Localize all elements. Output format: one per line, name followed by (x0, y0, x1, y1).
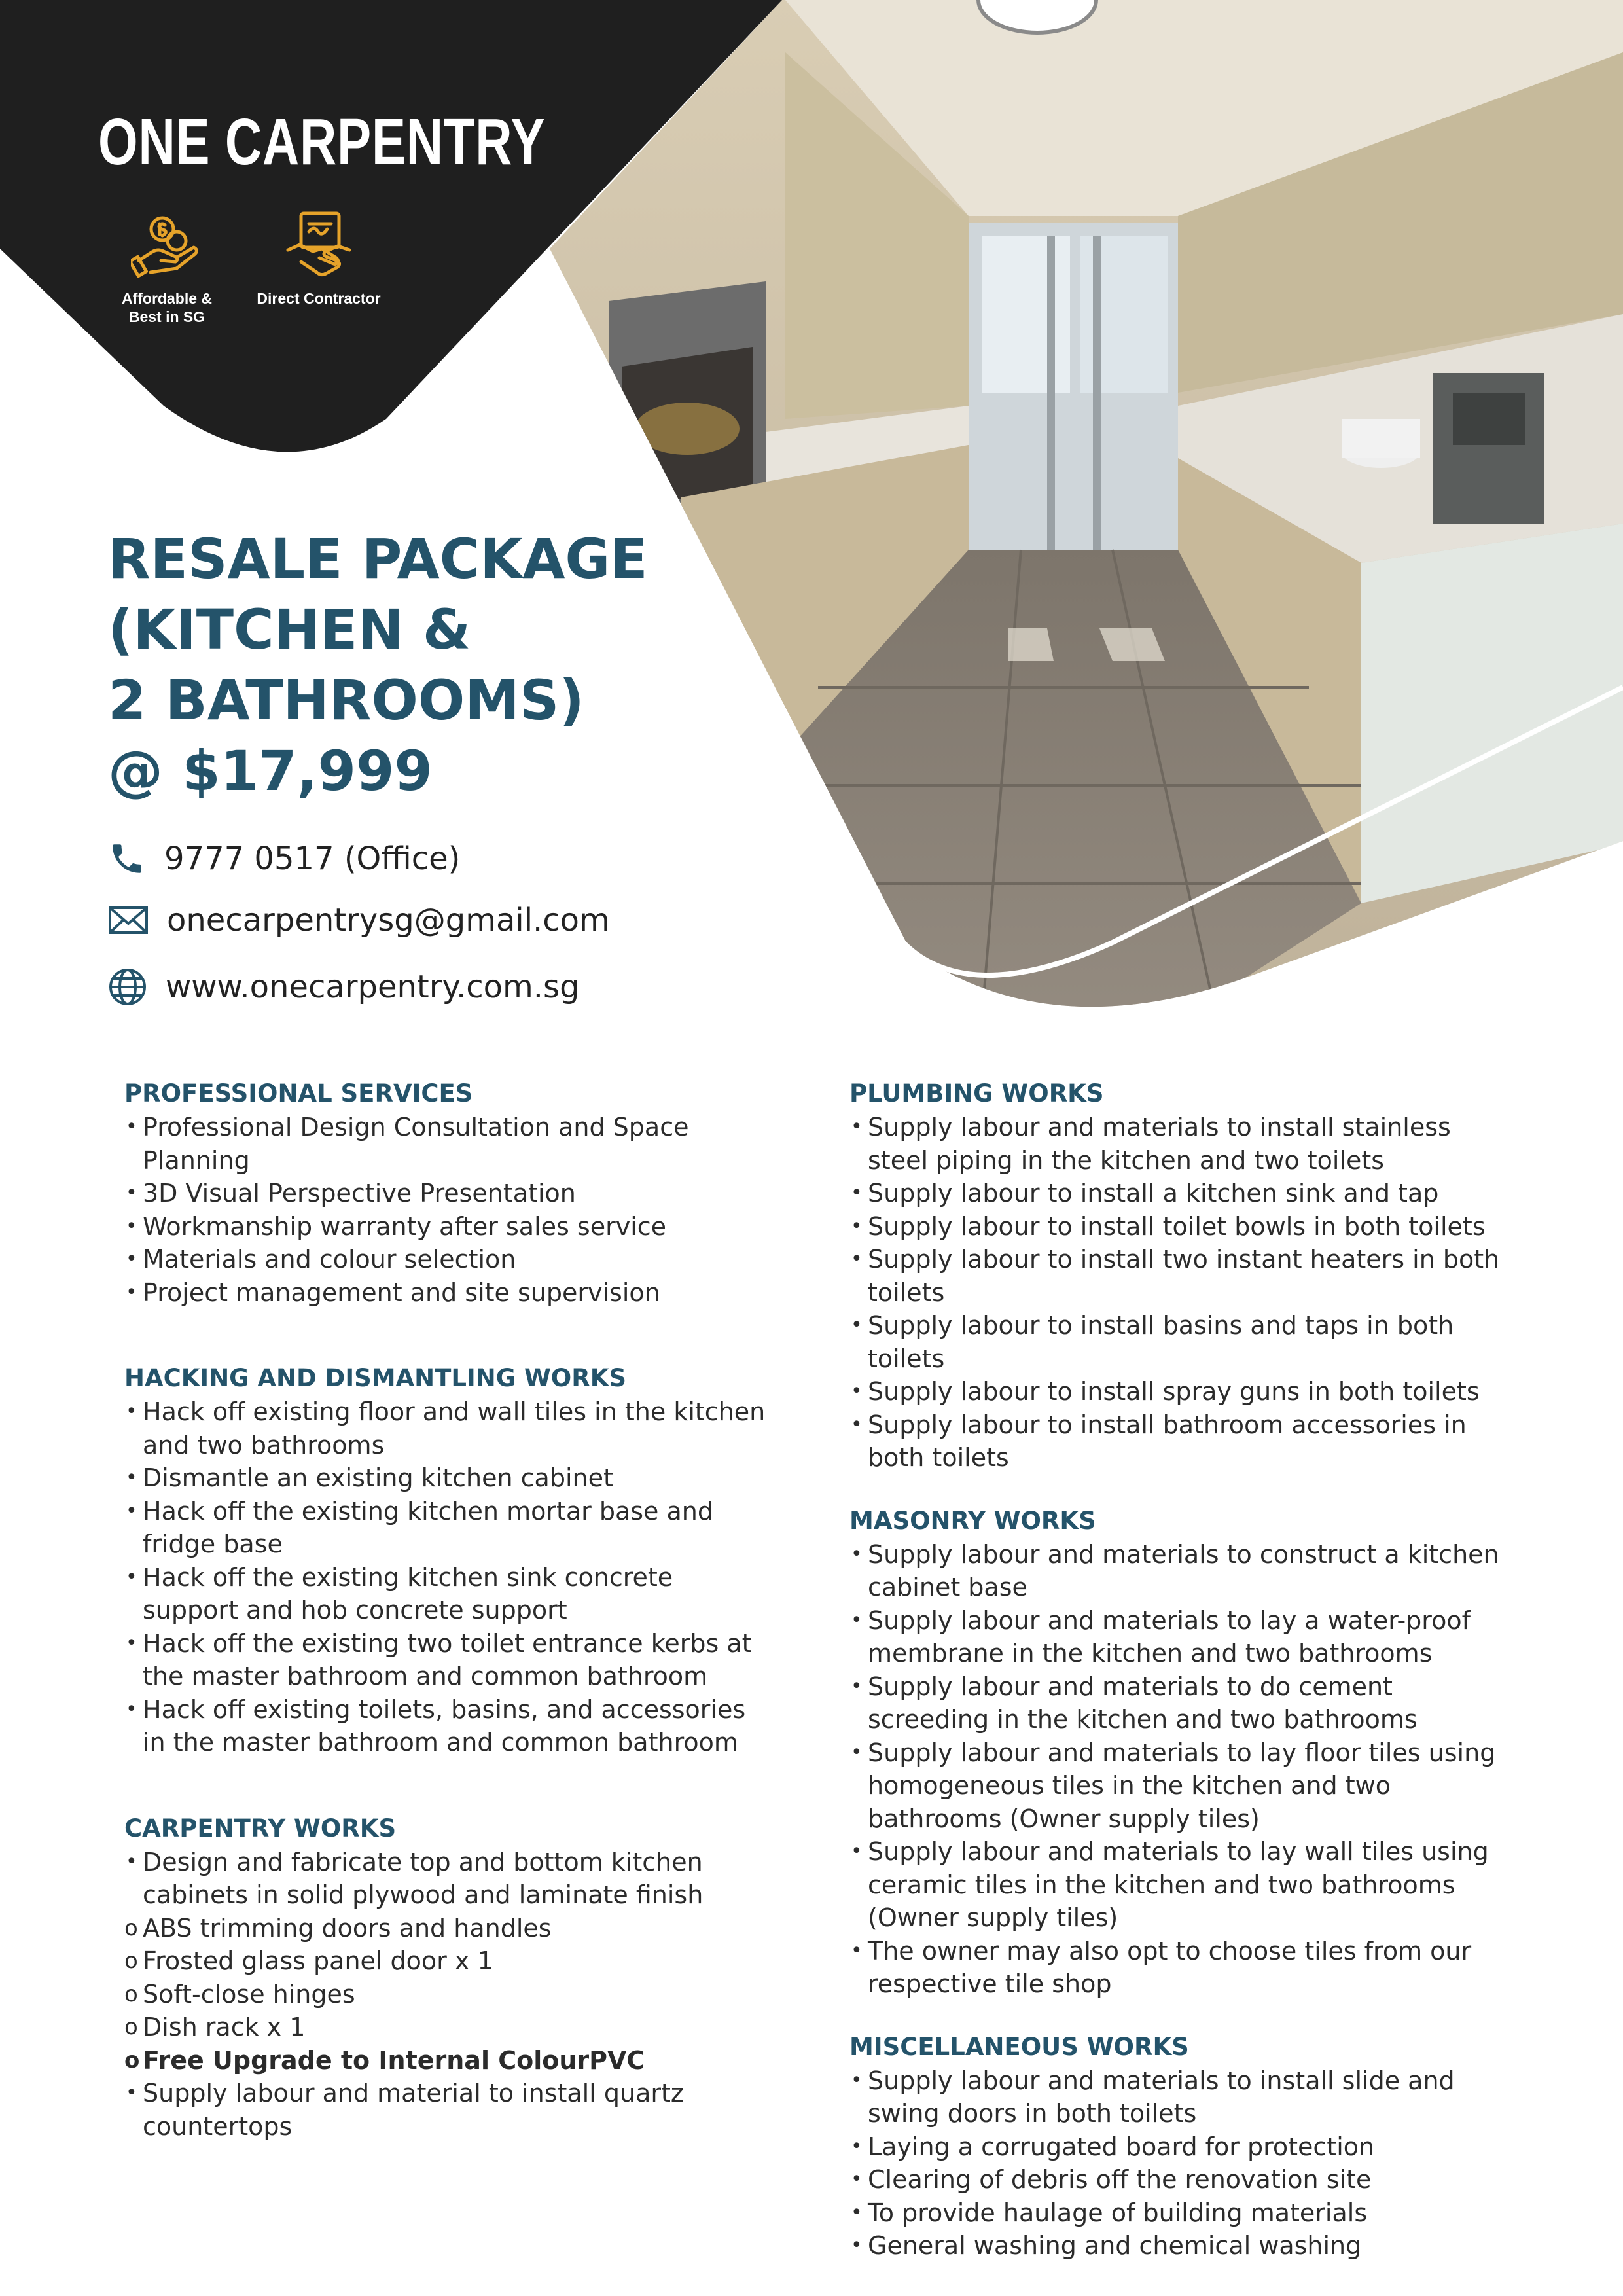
list-item: • 3D Visual Perspective Presentation (124, 1177, 766, 1210)
list-item: • Supply labour and materials to install slide and swing doors in both toilets (849, 2064, 1510, 2130)
section-professional-services (124, 1077, 766, 1309)
list-sub-item: o ABS trimming doors and handles (124, 1912, 766, 1945)
contact-email[interactable] (108, 902, 610, 939)
section-carpentry (124, 1812, 766, 2144)
list-item: • Professional Design Consultation and Space Planning (124, 1111, 766, 1177)
list-item: • Supply labour to install bathroom accessories in both toilets (849, 1408, 1510, 1475)
list-item: • The owner may also opt to choose tiles from our respective tile shop (849, 1935, 1510, 2001)
contact-phone-text: 9777 0517 (Office) (164, 840, 461, 877)
list-item: • Clearing of debris off the renovation site (849, 2163, 1510, 2197)
list-sub-item: o Dish rack x 1 (124, 2011, 766, 2044)
section-title: HACKING AND DISMANTLING WORKS (124, 1364, 627, 1392)
list-item: • Supply labour to install two instant heaters in both toilets (849, 1243, 1510, 1309)
list-item: • Hack off existing toilets, basins, and accessories in the master bathroom and common bathroom (124, 1693, 766, 1759)
hand-coins-icon (131, 209, 203, 281)
list-item: • Hack off the existing kitchen sink concrete support and hob concrete support (124, 1561, 766, 1627)
list-item: • Supply labour and materials to construct a kitchen cabinet base (849, 1538, 1510, 1604)
contact-website-text: www.onecarpentry.com.sg (166, 969, 580, 1005)
list-item: • Supply labour and materials to lay wall tiles using ceramic tiles in the kitchen and two bathrooms (Owner supply tiles) (849, 1835, 1510, 1935)
handshake-contract-icon (283, 209, 355, 281)
contact-website[interactable] (108, 967, 580, 1007)
item-list (124, 1111, 766, 1309)
badge-affordable-label-line1: Affordable & (122, 290, 212, 307)
item-list (124, 1395, 766, 1759)
section-title: MASONRY WORKS (849, 1506, 1096, 1535)
headline-price: @ $17,999 (108, 739, 433, 803)
item-list (124, 1846, 766, 2144)
right-column (849, 1077, 1510, 2292)
list-sub-item: o Soft-close hinges (124, 1978, 766, 2011)
list-item: • Supply labour and materials to do cement screeding in the kitchen and two bathrooms (849, 1670, 1510, 1736)
item-list (849, 1538, 1510, 2001)
badge-direct-contractor (243, 209, 394, 308)
list-item: • Supply labour to install spray guns in both toilets (849, 1375, 1510, 1408)
section-plumbing (849, 1077, 1510, 1475)
list-item: • To provide haulage of building materials (849, 2197, 1510, 2230)
list-item: • Supply labour and materials to lay a water-proof membrane in the kitchen and two bathrooms (849, 1604, 1510, 1670)
list-item: • Dismantle an existing kitchen cabinet (124, 1462, 766, 1495)
badge-affordable-label-line2: Best in SG (128, 308, 205, 325)
envelope-icon (108, 904, 149, 937)
item-list (849, 1111, 1510, 1475)
package-headline (108, 524, 648, 806)
brand-logo-text: ONE CARPENTRY (98, 105, 546, 179)
section-title: PROFESSIONAL SERVICES (124, 1079, 473, 1107)
section-hacking-dismantling (124, 1361, 766, 1759)
list-item: • Design and fabricate top and bottom kitchen cabinets in solid plywood and laminate finish (124, 1846, 766, 1912)
contact-phone[interactable] (108, 840, 460, 878)
badge-direct-contractor-label: Direct Contractor (257, 290, 381, 307)
headline-line1: RESALE PACKAGE (108, 527, 648, 591)
list-item: • Materials and colour selection (124, 1243, 766, 1276)
headline-line2: (KITCHEN & (108, 598, 471, 662)
list-item: • Hack off existing floor and wall tiles in the kitchen and two bathrooms (124, 1395, 766, 1462)
section-miscellaneous (849, 2030, 1510, 2263)
list-item: • Project management and site supervision (124, 1276, 766, 1310)
section-title: PLUMBING WORKS (849, 1079, 1104, 1107)
headline-line3: 2 BATHROOMS) (108, 668, 584, 732)
list-item: • Hack off the existing kitchen mortar base and fridge base (124, 1495, 766, 1561)
badge-affordable (111, 209, 223, 326)
list-item: • Supply labour and material to install quartz countertops (124, 2077, 766, 2143)
list-item: • Hack off the existing two toilet entrance kerbs at the master bathroom and common bathroom (124, 1627, 766, 1693)
list-item: • Supply labour to install toilet bowls in both toilets (849, 1210, 1510, 1244)
section-masonry (849, 1504, 1510, 2001)
left-column (124, 1077, 766, 2172)
list-item: • General washing and chemical washing (849, 2229, 1510, 2263)
list-item: • Supply labour to install basins and taps in both toilets (849, 1309, 1510, 1375)
globe-icon (108, 967, 147, 1007)
phone-icon (108, 840, 146, 878)
list-item: • Supply labour and materials to lay floor tiles using homogeneous tiles in the kitchen and two bathrooms (Owner supply tiles) (849, 1736, 1510, 1836)
list-item: • Workmanship warranty after sales service (124, 1210, 766, 1244)
list-item: • Supply labour and materials to install stainless steel piping in the kitchen and two toilets (849, 1111, 1510, 1177)
section-title: MISCELLANEOUS WORKS (849, 2032, 1189, 2061)
section-title: CARPENTRY WORKS (124, 1814, 397, 1842)
list-item: • Supply labour to install a kitchen sink and tap (849, 1177, 1510, 1210)
contact-email-text: onecarpentrysg@gmail.com (167, 902, 610, 939)
list-sub-item: o Frosted glass panel door x 1 (124, 1945, 766, 1978)
list-item: • Laying a corrugated board for protection (849, 2130, 1510, 2164)
free-upgrade-item: o Free Upgrade to Internal ColourPVC (124, 2044, 766, 2077)
item-list (849, 2064, 1510, 2263)
